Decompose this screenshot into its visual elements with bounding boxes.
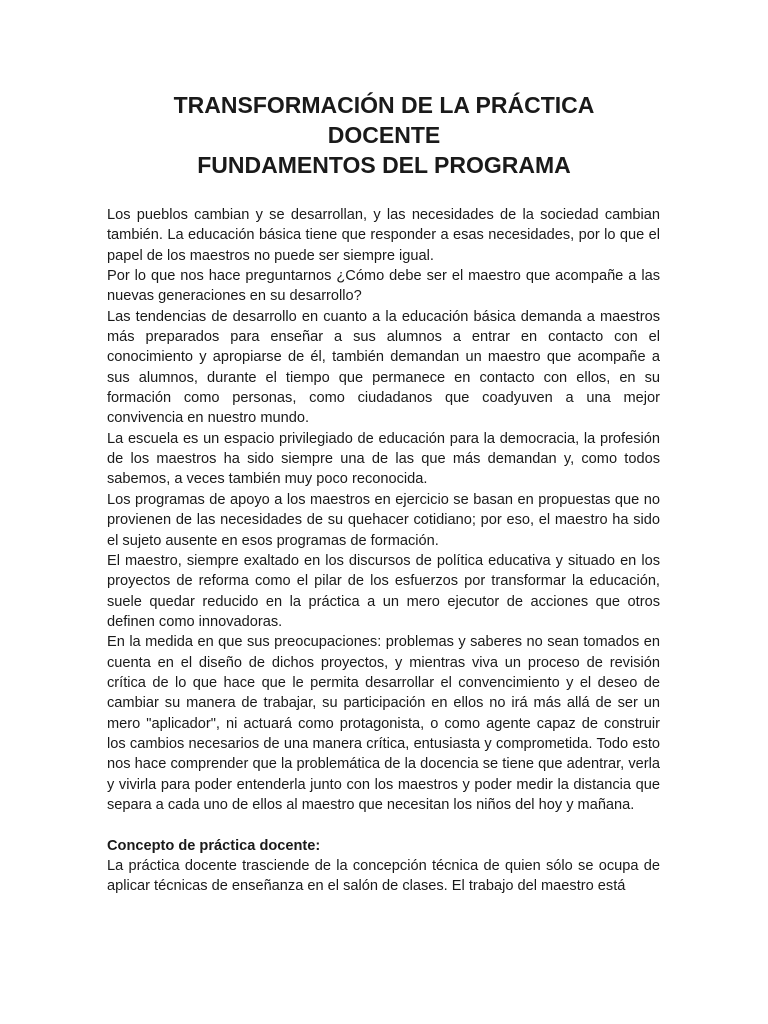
document-body <box>107 205 660 897</box>
paragraph-7: En la medida en que sus preocupaciones: problemas y saberes no sean tomados en cuenta en el diseño de dichos proyectos, y mientras viva un proceso de revisión crítica de lo que hace que le permita desarrollar el convencimiento y el deseo de cambiar su manera de trabajar, su participación en ellos no irá más allá de ser un mero "aplicador", ni actuará como protagonista, o como agente capaz de construir los cambios necesarios de una manera crítica, entusiasta y comprometida. Todo esto nos hace comprender que la problemática de la docencia se tiene que adentrar, verla y vivirla para poder entenderla junto con los maestros y poder medir la distancia que separa a cada uno de ellos al maestro que necesitan los niños del hoy y mañana. <box>107 634 660 813</box>
paragraph-5: Los programas de apoyo a los maestros en ejercicio se basan en propuestas que no provienen de las necesidades de su quehacer cotidiano; por eso, el maestro ha sido el sujeto ausente en esos programas de formación. <box>107 491 660 549</box>
title-line-3: FUNDAMENTOS DEL PROGRAMA <box>197 152 571 178</box>
section-paragraph: La práctica docente trasciende de la concepción técnica de quien sólo se ocupa de aplicar técnicas de enseñanza en el salón de clases. El trabajo del maestro está <box>107 858 660 895</box>
paragraph-2: Por lo que nos hace preguntarnos ¿Cómo debe ser el maestro que acompañe a las nuevas generaciones en su desarrollo? <box>107 268 660 305</box>
paragraph-3: Las tendencias de desarrollo en cuanto a la educación básica demanda a maestros más preparados para enseñar a sus alumnos a entrar en contacto con el conocimiento y apropiarse de él, también demandan un maestro que acompañe a sus alumnos, durante el tiempo que permanece en contacto con ellos, en su formación como personas, como ciudadanos que coadyuven a una mejor convivencia en nuestro mundo. <box>107 308 660 427</box>
title-line-2: DOCENTE <box>327 122 441 148</box>
paragraph-1: Los pueblos cambian y se desarrollan, y las necesidades de la sociedad cambian también. La educación básica tiene que responder a esas necesidades, por lo que el papel de los maestros no puede ser siempre igual. <box>107 207 660 264</box>
paragraph-4: La escuela es un espacio privilegiado de educación para la democracia, la profesión de los maestros ha sido siempre una de las que más demandan y, como todos sabemos, a veces también muy poco reconocida. <box>107 430 660 488</box>
paragraph-6: El maestro, siempre exaltado en los discursos de política educativa y situado en los proyectos de reforma como el pilar de los esfuerzos por transformar la educación, suele quedar reducido en la práctica a un mero ejecutor de acciones que otros definen como innovadoras. <box>107 552 660 630</box>
section-heading: Concepto de práctica docente: <box>107 837 321 854</box>
title-line-1: TRANSFORMACIÓN DE LA PRÁCTICA <box>173 92 595 118</box>
paragraph-spacer <box>107 815 660 835</box>
document-title <box>100 90 668 180</box>
